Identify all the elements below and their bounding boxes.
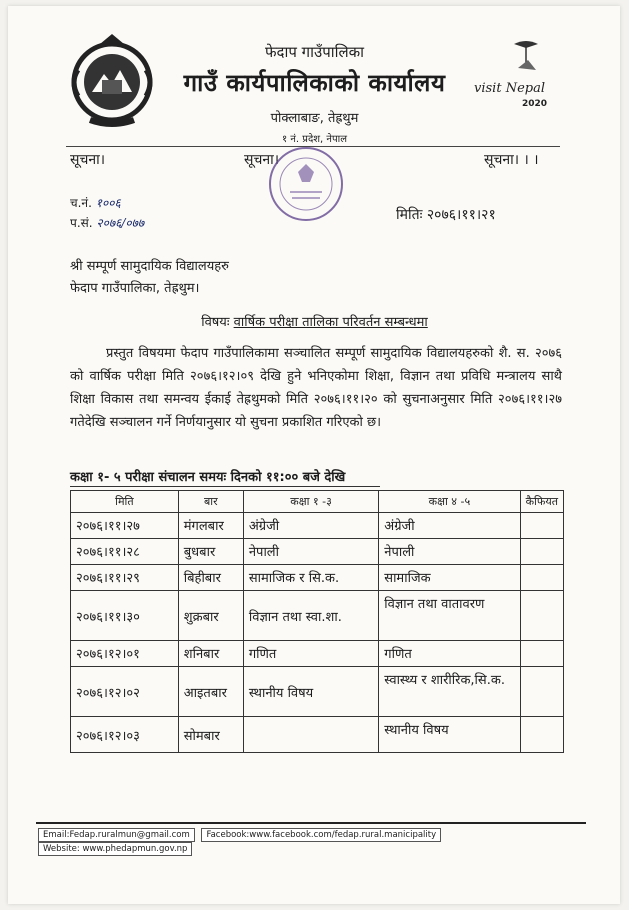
row-date: २०७६।११।२८ (71, 539, 179, 565)
row-date: २०७६।१२।०३ (71, 717, 179, 753)
header-remarks: कैफियत (520, 491, 563, 513)
row-remark (520, 565, 563, 591)
row-grade-1-3: विज्ञान तथा स्वा.शा. (243, 591, 378, 641)
row-day: मंगलबार (178, 513, 243, 539)
office-title: गाउँ कार्यपालिकाको कार्यालय (183, 69, 446, 97)
letter-subject (0, 312, 629, 330)
row-grade-1-3: गणित (243, 641, 378, 667)
date-label: मितिः (396, 207, 423, 223)
row-grade-4-5: गणित (379, 641, 520, 667)
row-grade-4-5: स्वास्थ्य र शारीरिक,सि.क. (379, 667, 520, 717)
notice-label-center: सूचना। (244, 152, 280, 168)
notice-label-right: सूचना। । । (484, 152, 539, 168)
office-place: पोक्लाबाङ, तेह्रथुम (270, 111, 359, 126)
row-day: बिहीबार (178, 565, 243, 591)
table-row (71, 641, 564, 667)
row-date: २०७६।१२।०१ (71, 641, 179, 667)
row-day: बुधबार (178, 539, 243, 565)
row-date: २०७६।११।२९ (71, 565, 179, 591)
row-grade-1-3 (243, 717, 378, 753)
row-date: २०७६।११।३० (71, 591, 179, 641)
visit-logo-text: visit Nepal (474, 81, 545, 96)
visit-nepal-logo (466, 38, 566, 118)
row-date: २०७६।१२।०२ (71, 667, 179, 717)
patra-label: प.सं. (70, 216, 93, 230)
row-grade-1-3: नेपाली (243, 539, 378, 565)
subject-text: वार्षिक परीक्षा तालिका परिवर्तन सम्बन्धमा (233, 315, 428, 330)
row-remark (520, 539, 563, 565)
reference-patra (70, 214, 144, 231)
exam-schedule-table (70, 490, 564, 753)
letter-date (396, 205, 496, 224)
table-row (71, 591, 564, 641)
footer-website[interactable]: Website: www.phedapmun.gov.np (38, 842, 192, 856)
row-grade-4-5: विज्ञान तथा वातावरण (379, 591, 520, 641)
row-grade-1-3: अंग्रेजी (243, 513, 378, 539)
row-remark (520, 513, 563, 539)
table-row (71, 565, 564, 591)
municipality-name: फेदाप गाउँपालिका (264, 43, 365, 61)
row-grade-4-5: स्थानीय विषय (379, 717, 520, 753)
header-grade-4-5: कक्षा ४ -५ (379, 491, 520, 513)
row-grade-4-5: सामाजिक (379, 565, 520, 591)
row-grade-4-5: अंग्रेजी (379, 513, 520, 539)
header-date: मिति (71, 491, 179, 513)
table-title-underline (70, 486, 380, 487)
footer-divider (36, 822, 586, 824)
row-remark (520, 667, 563, 717)
row-date: २०७६।११।२७ (71, 513, 179, 539)
addressee-line-2: फेदाप गाउँपालिका, तेह्रथुम। (70, 281, 200, 296)
subject-label: विषयः (201, 315, 230, 330)
footer-facebook[interactable]: Facebook:www.facebook.com/fedap.rural.manicipality (201, 828, 441, 842)
date-value: २०७६।११।२१ (426, 207, 496, 223)
table-row (71, 513, 564, 539)
notice-label-left: सूचना। (70, 152, 106, 168)
chalani-label: च.नं. (70, 196, 92, 210)
row-grade-1-3: स्थानीय विषय (243, 667, 378, 717)
row-day: सोमबार (178, 717, 243, 753)
row-remark (520, 641, 563, 667)
table-title: कक्षा १- ५ परीक्षा संचालन समयः दिनको ११:०० बजे देखि (70, 470, 346, 485)
footer-email[interactable]: Email:Fedap.ruralmun@gmail.com (38, 828, 195, 842)
row-grade-1-3: सामाजिक र सि.क. (243, 565, 378, 591)
row-remark (520, 591, 563, 641)
row-remark (520, 717, 563, 753)
reference-chalani (70, 194, 121, 211)
addressee-line-1: श्री सम्पूर्ण सामुदायिक विद्यालयहरु (70, 259, 229, 274)
office-stamp-icon (264, 142, 348, 226)
row-day: शनिबार (178, 641, 243, 667)
table-header-row (71, 491, 564, 513)
row-day: शुक्रबार (178, 591, 243, 641)
table-row (71, 667, 564, 717)
row-grade-4-5: नेपाली (379, 539, 520, 565)
office-address: १ नं. प्रदेश, नेपाल (281, 134, 348, 145)
header-grade-1-3: कक्षा १ -३ (243, 491, 378, 513)
visit-logo-year: 2020 (522, 99, 548, 109)
row-day: आइतबार (178, 667, 243, 717)
table-row (71, 539, 564, 565)
patra-number: २०७६/०७७ (96, 216, 145, 230)
table-row (71, 717, 564, 753)
header-day: बार (178, 491, 243, 513)
letter-body: प्रस्तुत विषयमा फेदाप गाउँपालिकामा सञ्चालित सम्पूर्ण सामुदायिक विद्यालयहरुको शै. स. २०७६ को वार्षिक परीक्षा मिति २०७६।१२।०९ देखि हुने भनिएकोमा शिक्षा, विज्ञान तथा प्रविधि मन्त्रालय साथै शिक्षा विकास तथा समन्वय ईकाई तेह्रथुमको मिति २०७६।११।२० को सुचनाअनुसार मिति २०७६।११।२७ गतेदेखि सञ्चालन गर्ने निर्णयानुसार यो सुचना प्रकाशित गरिएको छ। (70, 346, 562, 430)
footer-contacts (38, 828, 588, 856)
chalani-number: १००६ (95, 196, 121, 210)
